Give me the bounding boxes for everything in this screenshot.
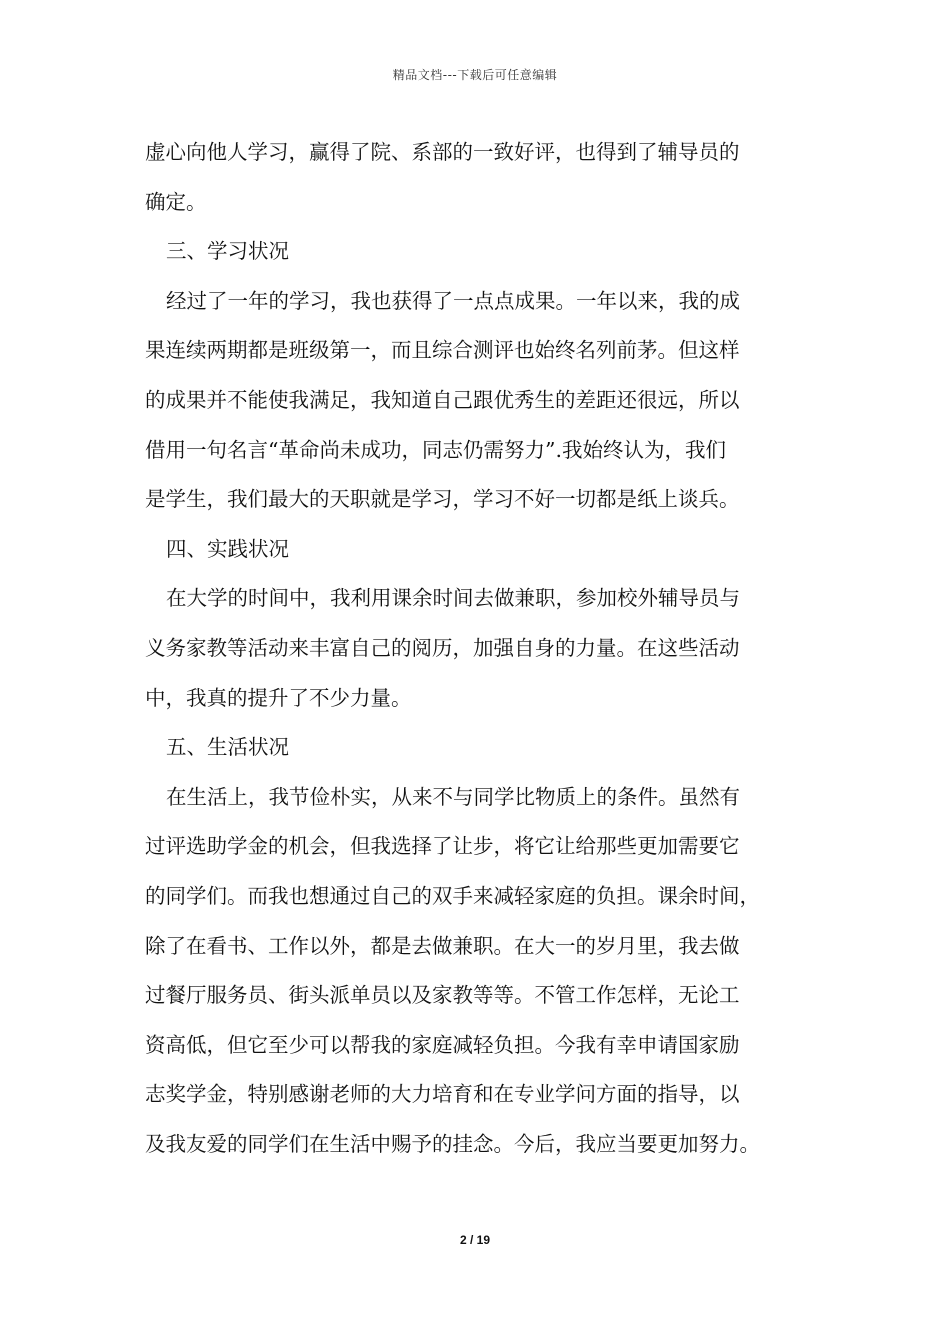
text-line: 虚心向他人学习，赢得了院、系部的一致好评，也得到了辅导员的 <box>145 140 740 164</box>
section-heading: 四、实践状况 <box>166 536 289 561</box>
section-heading: 五、生活状况 <box>166 735 289 760</box>
text-line: 资高低，但它至少可以帮我的家庭减轻负担。今我有幸申请国家励 <box>145 1032 740 1057</box>
text-line: 过餐厅服务员、街头派单员以及家教等等。不管工作怎样，无论工 <box>145 983 740 1008</box>
text-line: 过评选助学金的机会，但我选择了让步，将它让给那些更加需要它 <box>145 834 740 859</box>
text-line: 借用一句名言“革命尚未成功，同志仍需努力”.我始终认为，我们 <box>145 437 726 462</box>
section-heading: 三、学习状况 <box>166 239 289 264</box>
text-line: 志奖学金，特别感谢老师的大力培育和在专业学问方面的指导，以 <box>145 1082 740 1107</box>
text-line: 在生活上，我节俭朴实，从来不与同学比物质上的条件。虽然有 <box>166 784 740 809</box>
page-number: 2 / 19 <box>459 1233 491 1247</box>
text-line: 是学生，我们最大的天职就是学习，学习不好一切都是纸上谈兵。 <box>145 487 740 512</box>
page-header: 精品文档---下载后可任意编辑 <box>392 68 558 82</box>
text-line: 除了在看书、工作以外，都是去做兼职。在大一的岁月里，我去做 <box>145 933 740 958</box>
text-line: 义务家教等活动来丰富自己的阅历，加强自身的力量。在这些活动 <box>145 635 740 660</box>
document-body <box>145 128 817 1169</box>
text-line: 经过了一年的学习，我也获得了一点点成果。一年以来，我的成 <box>166 288 740 313</box>
text-line: 及我友爱的同学们在生活中赐予的挂念。今后，我应当要更加努力。 <box>145 1131 760 1156</box>
text-line: 中，我真的提升了不少力量。 <box>145 685 412 710</box>
text-line: 的成果并不能使我满足，我知道自己跟优秀生的差距还很远，所以 <box>145 387 740 412</box>
text-line: 果连续两期都是班级第一，而且综合测评也始终名列前茅。但这样 <box>145 338 740 363</box>
text-line: 确定。 <box>145 189 207 214</box>
text-line: 的同学们。而我也想通过自己的双手来减轻家庭的负担。课余时间， <box>145 883 760 908</box>
text-line: 在大学的时间中，我利用课余时间去做兼职，参加校外辅导员与 <box>166 586 740 611</box>
